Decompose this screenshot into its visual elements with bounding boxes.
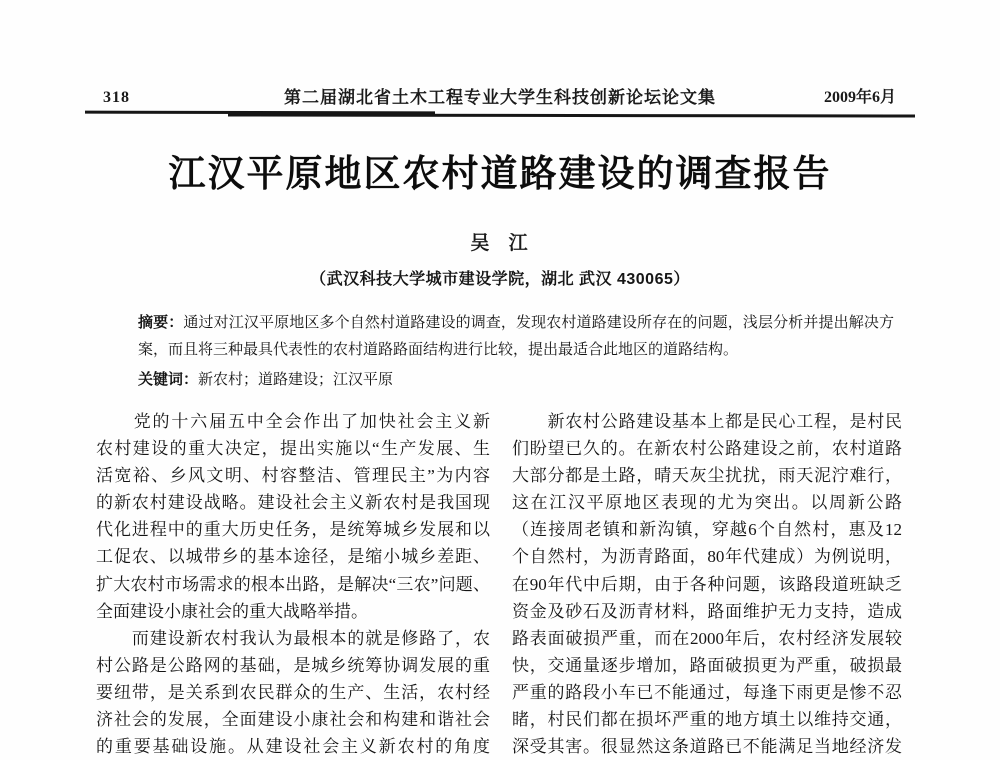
keywords-block xyxy=(138,366,894,393)
body-text-line: 的重要基础设施。从建设社会主义新农村的角度 xyxy=(96,737,490,757)
body-column-left xyxy=(96,408,490,760)
body-text-line: 深受其害。很显然这条道路已不能满足当地经济发 xyxy=(512,737,902,757)
body-text-line: 在90年代中后期，由于各种问题，该路段道班缺乏 xyxy=(512,574,902,594)
body-text-line: 村公路是公路网的基础，是城乡统筹协调发展的重 xyxy=(96,655,490,675)
body-text-line: 全面建设小康社会的重大战略举措。 xyxy=(96,601,368,621)
body-text-line: 快，交通量逐步增加，路面破损更为严重，破损最 xyxy=(512,655,902,675)
body-text-line: 济社会的发展，全面建设小康社会和构建和谐社会 xyxy=(96,710,490,730)
body-text-line: 资金及砂石及沥青材料，路面维护无力支持，造成 xyxy=(512,601,902,621)
article-affiliation: （武汉科技大学城市建设学院，湖北 武汉 430065） xyxy=(310,271,690,288)
body-text-line: 大部分都是土路，晴天灰尘扰扰，雨天泥泞难行， xyxy=(512,466,902,486)
article-title: 江汉平原地区农村道路建设的调查报告 xyxy=(168,153,832,194)
body-text-line: （连接周老镇和新沟镇，穿越6个自然村，惠及12 xyxy=(512,520,902,540)
header-rule xyxy=(228,114,915,118)
body-text-line: 农村建设的重大决定，提出实施以“生产发展、生 xyxy=(96,439,490,459)
body-text-line: 严重的路段小车已不能通过，每逢下雨更是惨不忍 xyxy=(512,682,902,702)
header-issue-date: 2009年6月 xyxy=(823,89,896,106)
body-column-right xyxy=(512,408,902,760)
keywords-label: 关键词： xyxy=(138,371,199,388)
body-text-line: 活宽裕、乡风文明、村容整洁、管理民主”为内容 xyxy=(96,466,490,486)
header-page-number: 318 xyxy=(103,89,130,106)
body-text-line: 而建设新农村我认为最根本的就是修路了，农 xyxy=(96,628,490,648)
article-author: 吴 江 xyxy=(470,233,530,254)
body-text-line: 代化进程中的重大历史任务，是统筹城乡发展和以 xyxy=(96,520,490,540)
body-text-line: 们盼望已久的。在新农村公路建设之前，农村道路 xyxy=(512,439,902,459)
body-text-line: 这在江汉平原地区表现的尤为突出。以周新公路 xyxy=(512,493,902,513)
body-text-line: 扩大农村市场需求的根本出路，是解决“三农”问题、 xyxy=(96,574,490,594)
body-text-line: 党的十六届五中全会作出了加快社会主义新 xyxy=(96,412,490,431)
keywords-text: 新农村；道路建设；江汉平原 xyxy=(198,371,394,388)
body-text-line: 的新农村建设战略。建设社会主义新农村是我国现 xyxy=(96,493,490,513)
body-text-line: 个自然村，为沥青路面，80年代建成）为例说明， xyxy=(512,547,902,567)
body-text-line: 工促农、以城带乡的基本途径，是缩小城乡差距、 xyxy=(96,547,490,567)
body-text-line: 路表面破损严重，而在2000年后，农村经济发展较 xyxy=(512,628,902,648)
body-text-line: 睹，村民们都在损坏严重的地方填土以维持交通， xyxy=(512,710,902,730)
abstract-block xyxy=(138,309,894,363)
header-proceedings-title: 第二届湖北省土木工程专业大学生科技创新论坛论文集 xyxy=(284,88,716,107)
abstract-label: 摘要： xyxy=(138,314,184,331)
body-text-line: 要纽带，是关系到农民群众的生产、生活，农村经 xyxy=(96,682,490,702)
abstract-text: 通过对江汉平原地区多个自然村道路建设的调查，发现农村道路建设所存在的问题，浅层分析并提出解决方案，而且将三种最具代表性的农村道路路面结构进行比较，提出最适合此地区的道路结构。 xyxy=(138,314,894,358)
body-text-line: 新农村公路建设基本上都是民心工程，是村民 xyxy=(512,412,902,431)
